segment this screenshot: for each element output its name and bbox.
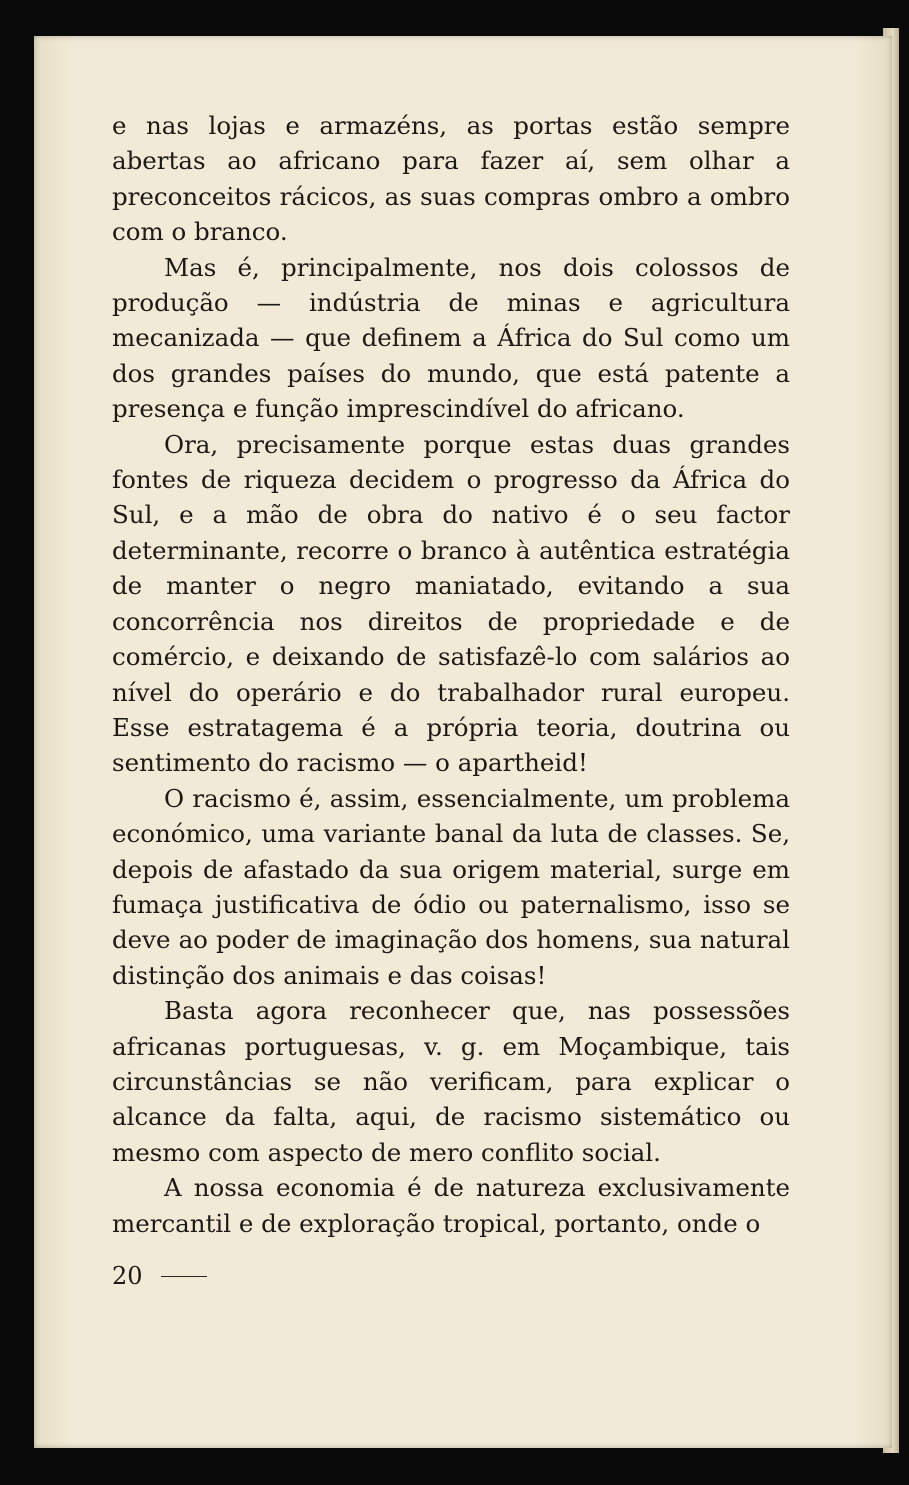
paragraph-4: O racismo é, assim, essencialmente, um problema económico, uma variante banal da luta de classes. Se, depois de afastado da sua origem material, surge em fumaça justificativa de ódio ou paternalismo, isso se deve ao poder de imaginação dos homens, sua natural distinção dos animais e das coisas! bbox=[112, 783, 790, 990]
page-number: 20 bbox=[112, 1262, 143, 1290]
paragraph-6: A nossa economia é de natureza exclusivamente mercantil e de exploração tropical, portanto, onde o bbox=[112, 1173, 790, 1238]
paragraph-5: Basta agora reconhecer que, nas possessões africanas portuguesas, v. g. em Moçambique, tais circunstâncias se não verificam, para explicar o alcance da falta, aqui, de racismo sistemático ou mesmo com aspecto de mero conflito social. bbox=[112, 996, 790, 1167]
page-footer bbox=[112, 1262, 207, 1290]
paragraph-1: e nas lojas e armazéns, as portas estão sempre abertas ao africano para fazer aí, sem olhar a preconceitos rácicos, as suas compras ombro a ombro com o branco. bbox=[112, 111, 790, 247]
paragraph-3: Ora, precisamente porque estas duas grandes fontes de riqueza decidem o progresso da África do Sul, e a mão de obra do nativo é o seu factor determinante, recorre o branco à autêntica estratégia de manter o negro maniatado, evitando a sua concorrência nos direitos de propriedade e de comércio, e deixando de satisfazê-lo com salários ao nível do operário e do trabalhador rural europeu. Esse estratagema é a própria teoria, doutrina ou sentimento do racismo — o apartheid! bbox=[112, 429, 790, 778]
body-text bbox=[112, 108, 790, 1241]
paragraph-2: Mas é, principalmente, nos dois colossos de produção — indústria de minas e agricultura mecanizada — que definem a África do Sul como um dos grandes países do mundo, que está patente a presença e função imprescindível do africano. bbox=[112, 252, 790, 424]
footer-rule bbox=[161, 1276, 207, 1277]
